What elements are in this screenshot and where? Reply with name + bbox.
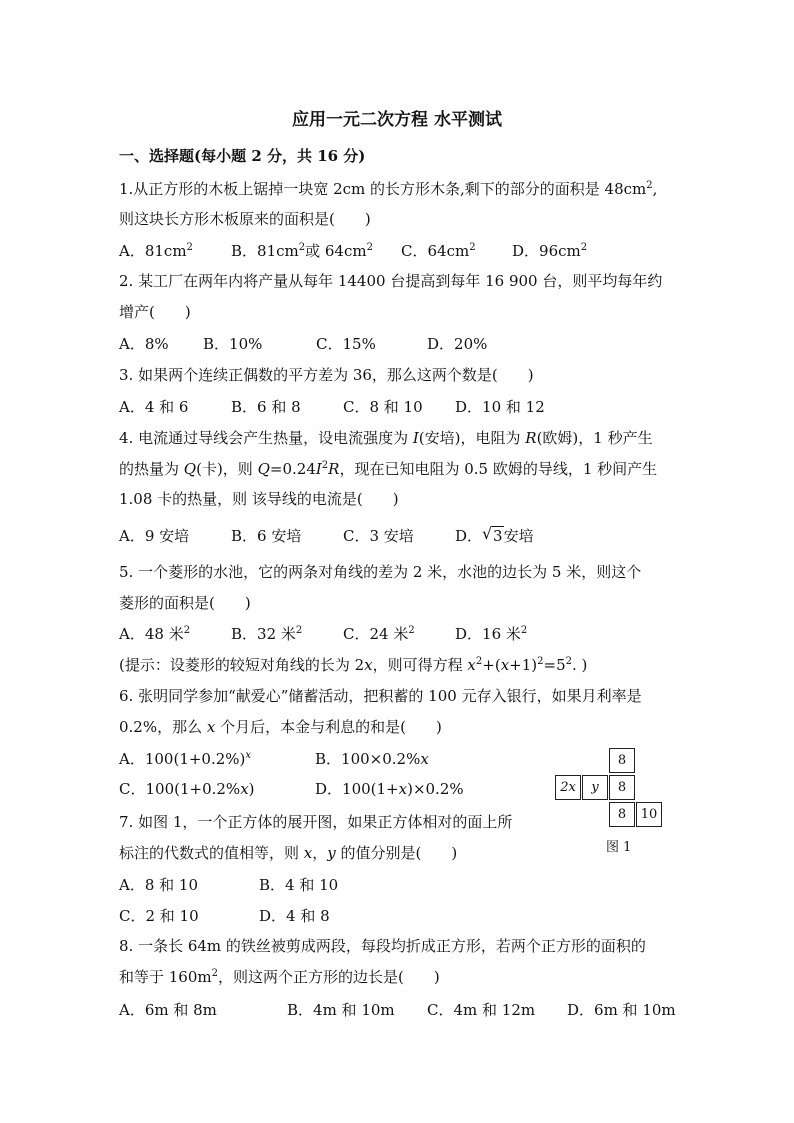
q5-hint: (提示：设菱形的较短对角线的长为 2x，则可得方程 $x^2+(x+1)^2=5^2$. ) bbox=[119, 656, 588, 674]
q3-option-d: D．10 和 12 bbox=[455, 398, 545, 416]
q1-text-line1: 1.从正方形的木板上锯掉一块宽 2cm 的长方形木条,剩下的部分的面积是 $48cm^2$, bbox=[119, 180, 658, 198]
q4-option-a: A．9 安培 bbox=[119, 527, 190, 545]
q7-option-b: B．4 和 10 bbox=[259, 876, 339, 894]
q2-option-d: D．20% bbox=[427, 335, 488, 353]
q7-text-line1: 7. 如图 1，一个正方体的展开图，如果正方体相对的面上所 bbox=[119, 813, 513, 831]
q5-text-line1: 5. 一个菱形的水池，它的两条对角线的差为 2 米，水池的边长为 5 米，则这个 bbox=[119, 563, 642, 581]
q5-text-line2: 菱形的面积是( ) bbox=[119, 594, 251, 612]
q4-option-c: C．3 安培 bbox=[343, 527, 414, 545]
q1-option-d: D．$96cm^2$ bbox=[512, 242, 588, 260]
net-cell-top: 8 bbox=[609, 748, 635, 773]
q2-option-b: B．10% bbox=[203, 335, 263, 353]
sqrt-symbol: √ 3 bbox=[482, 524, 503, 545]
q5-option-d: D．16 米$^2$ bbox=[455, 625, 528, 643]
q4-text-line2: 的热量为 Q(卡)，则 $Q=0.24I^2R$，现在已知电阻为 0.5 欧姆的导线，1 秒间产生 bbox=[119, 460, 658, 478]
q5-option-b: B．32 米$^2$ bbox=[231, 625, 303, 643]
net-cell-right: 10 bbox=[636, 802, 662, 827]
q3-option-a: A．4 和 6 bbox=[119, 398, 189, 416]
q7-option-c: C．2 和 10 bbox=[119, 907, 199, 925]
net-cell-mid: y bbox=[582, 775, 608, 800]
q8-option-c: C．4m 和 12m bbox=[427, 1001, 536, 1019]
q6-text-line1: 6. 张明同学参加“献爱心”储蓄活动，把积蓄的 100 元存入银行，如果月利率是 bbox=[119, 687, 642, 705]
q7-text-line2: 标注的代数式的值相等，则 x，y 的值分别是( ) bbox=[119, 844, 458, 862]
q8-text-line1: 8. 一条长 64m 的铁丝被剪成两段，每段均折成正方形，若两个正方形的面积的 bbox=[119, 937, 646, 955]
figure-caption: 图 1 bbox=[606, 840, 632, 855]
q6-option-a: A．$100(1+0.2\%)^x$ bbox=[119, 750, 252, 768]
net-cell-left: 2x bbox=[555, 775, 581, 800]
q1-text-line2: 则这块长方形木板原来的面积是( ) bbox=[119, 210, 371, 228]
cube-net-figure bbox=[555, 748, 665, 828]
q4-option-b: B．6 安培 bbox=[231, 527, 302, 545]
q6-text-line2: 0.2%，那么 x 个月后，本金与利息的和是( ) bbox=[119, 718, 442, 736]
q4-text-line1: 4. 电流通过导线会产生热量，设电流强度为 I(安培)，电阻为 R(欧姆)，1 秒产生 bbox=[119, 429, 653, 447]
q2-text-line1: 2. 某工厂在两年内将产量从每年 14400 台提高到每年 16 900 台，则平均每年约 bbox=[119, 272, 663, 290]
net-cell-center: 8 bbox=[609, 775, 635, 800]
q2-option-c: C．15% bbox=[316, 335, 376, 353]
q8-option-b: B．4m 和 10m bbox=[287, 1001, 395, 1019]
q3-option-c: C．8 和 10 bbox=[343, 398, 423, 416]
q3-option-b: B．6 和 8 bbox=[231, 398, 301, 416]
q8-text-line2: 和等于 $160m^2$，则这两个正方形的边长是( ) bbox=[119, 968, 440, 986]
q7-option-d: D．4 和 8 bbox=[259, 907, 330, 925]
q1-option-a: A．$81cm^2$ bbox=[119, 242, 193, 260]
section-heading: 一、选择题(每小题 2 分，共 16 分) bbox=[119, 147, 366, 165]
q6-option-d: D．100(1+x)×0.2% bbox=[315, 780, 464, 798]
q8-option-a: A．6m 和 8m bbox=[119, 1001, 217, 1019]
q5-option-a: A．48 米$^2$ bbox=[119, 625, 191, 643]
q5-option-c: C．24 米$^2$ bbox=[343, 625, 415, 643]
q1-option-c: C．$64cm^2$ bbox=[401, 242, 476, 260]
q4-text-line3: 1.08 卡的热量，则 该导线的电流是( ) bbox=[119, 490, 399, 508]
q4-option-d: D． √ 3安培 bbox=[455, 524, 534, 545]
q6-option-c: C．100(1+0.2%x) bbox=[119, 780, 255, 798]
q7-option-a: A．8 和 10 bbox=[119, 876, 198, 894]
q8-option-d: D．6m 和 10m bbox=[567, 1001, 676, 1019]
q3-text-line1: 3. 如果两个连续正偶数的平方差为 36，那么这两个数是( ) bbox=[119, 366, 534, 384]
q2-option-a: A．8% bbox=[119, 335, 169, 353]
page-title: 应用一元二次方程 水平测试 bbox=[292, 110, 502, 130]
q1-option-b: B．$81cm^2$或 $64cm^2$ bbox=[231, 242, 373, 260]
q6-option-b: B．100×0.2%x bbox=[315, 750, 429, 768]
q2-text-line2: 增产( ) bbox=[119, 303, 191, 321]
net-cell-bottom: 8 bbox=[609, 802, 635, 827]
